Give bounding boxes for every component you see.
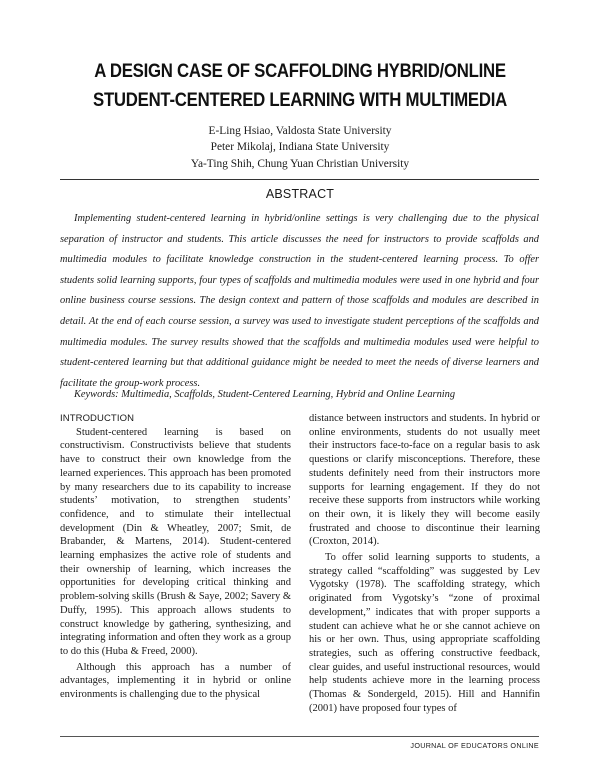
abstract-block: [60, 209, 539, 394]
body-paragraph: distance between instructors and students. In hybrid or online environments, students do not usually meet their instructors face-to-face on a regular basis to ask questions or clarify misconceptions. Therefore, these students definitely need from their instructors more supports for learning engagement. If they do not receive these supports from instructors while working on their own, it is likely they will become easily frustrated and choose to discontinue their learning (Croxton, 2014).: [309, 413, 540, 548]
body-column-left: [60, 412, 291, 702]
title-divider: [60, 179, 539, 180]
journal-footer: JOURNAL OF EDUCATORS ONLINE: [410, 741, 539, 750]
author-3: Ya-Ting Shih, Chung Yuan Christian University: [190, 157, 410, 170]
abstract-text: Implementing student-centered learning in hybrid/online settings is very challenging due to the physical separation of instructor and students. This article discusses the need for instructors to provide scaffolds and multimedia modules to facilitate knowledge construction in the student-centered learning process. To offer students solid learning supports, four types of scaffolds and multimedia modules were used in one hybrid and four online business course sessions. The design context and pattern of those scaffolds and modules are described in detail. At the end of each course session, a survey was used to investigate student perceptions of the scaffolds and multimedia modules. The survey results showed that the scaffolds and multimedia modules used were helpful to student-centered learning but that additional guidance might be needed to meet the needs of diverse learners and facilitate the group-work process.: [60, 213, 539, 389]
author-list: [0, 123, 600, 172]
footer-divider: [60, 736, 539, 737]
body-column-right: [309, 412, 540, 715]
abstract-heading: ABSTRACT: [265, 187, 335, 201]
author-1: E-Ling Hsiao, Valdosta State University: [208, 125, 392, 137]
keywords: Keywords: Multimedia, Scaffolds, Student-Centered Learning, Hybrid and Online Learning: [74, 389, 456, 400]
title-line-2: STUDENT-CENTERED LEARNING WITH MULTIMEDIA: [93, 89, 507, 111]
body-paragraph: Student-centered learning is based on constructivism. Constructivists believe that students have to construct their own knowledge from the learned experiences. This approach has been promoted by many researchers due to its capability to increase students’ motivation, to strengthen students’ confidence, and to stimulate their intellectual development (Din & Wheatley, 2007; Smit, de Brabander, & Martens, 2014). Student-centered learning emphasizes the active role of students and their ownership of learning, which increases the opportunities for developing critical thinking and problem-solving skills (Brush & Saye, 2002; Savery & Duffy, 1995). This approach allows students to construct knowledge by gathering, synthesizing, and integrating information and often they work as a group to do this (Huba & Freed, 2000).: [60, 426, 291, 657]
author-2: Peter Mikolaj, Indiana State University: [210, 141, 390, 154]
introduction-heading: INTRODUCTION: [60, 413, 135, 424]
body-paragraph: To offer solid learning supports to students, a strategy called “scaffolding” was suggested by Lev Vygotsky (1978). The scaffolding strategy, which originated from Vygotsky’s “zone of proximal development,” indicates that with proper supports a student can achieve what he or she cannot achieve on his or her own. Thus, using appropriate scaffolding strategies, such as offering constructive feedback, clear guides, and useful instructional resources, would help students achieve more in the learning process (Thomas & Sondergeld, 2015). Hill and Hannifin (2001) have proposed four types of: [309, 552, 540, 714]
paper-title: [42, 57, 558, 115]
body-paragraph: Although this approach has a number of advantages, implementing it in hybrid or online environments is challenging due to the physical: [60, 661, 291, 701]
title-line-1: A DESIGN CASE OF SCAFFOLDING HYBRID/ONLINE: [94, 60, 506, 82]
